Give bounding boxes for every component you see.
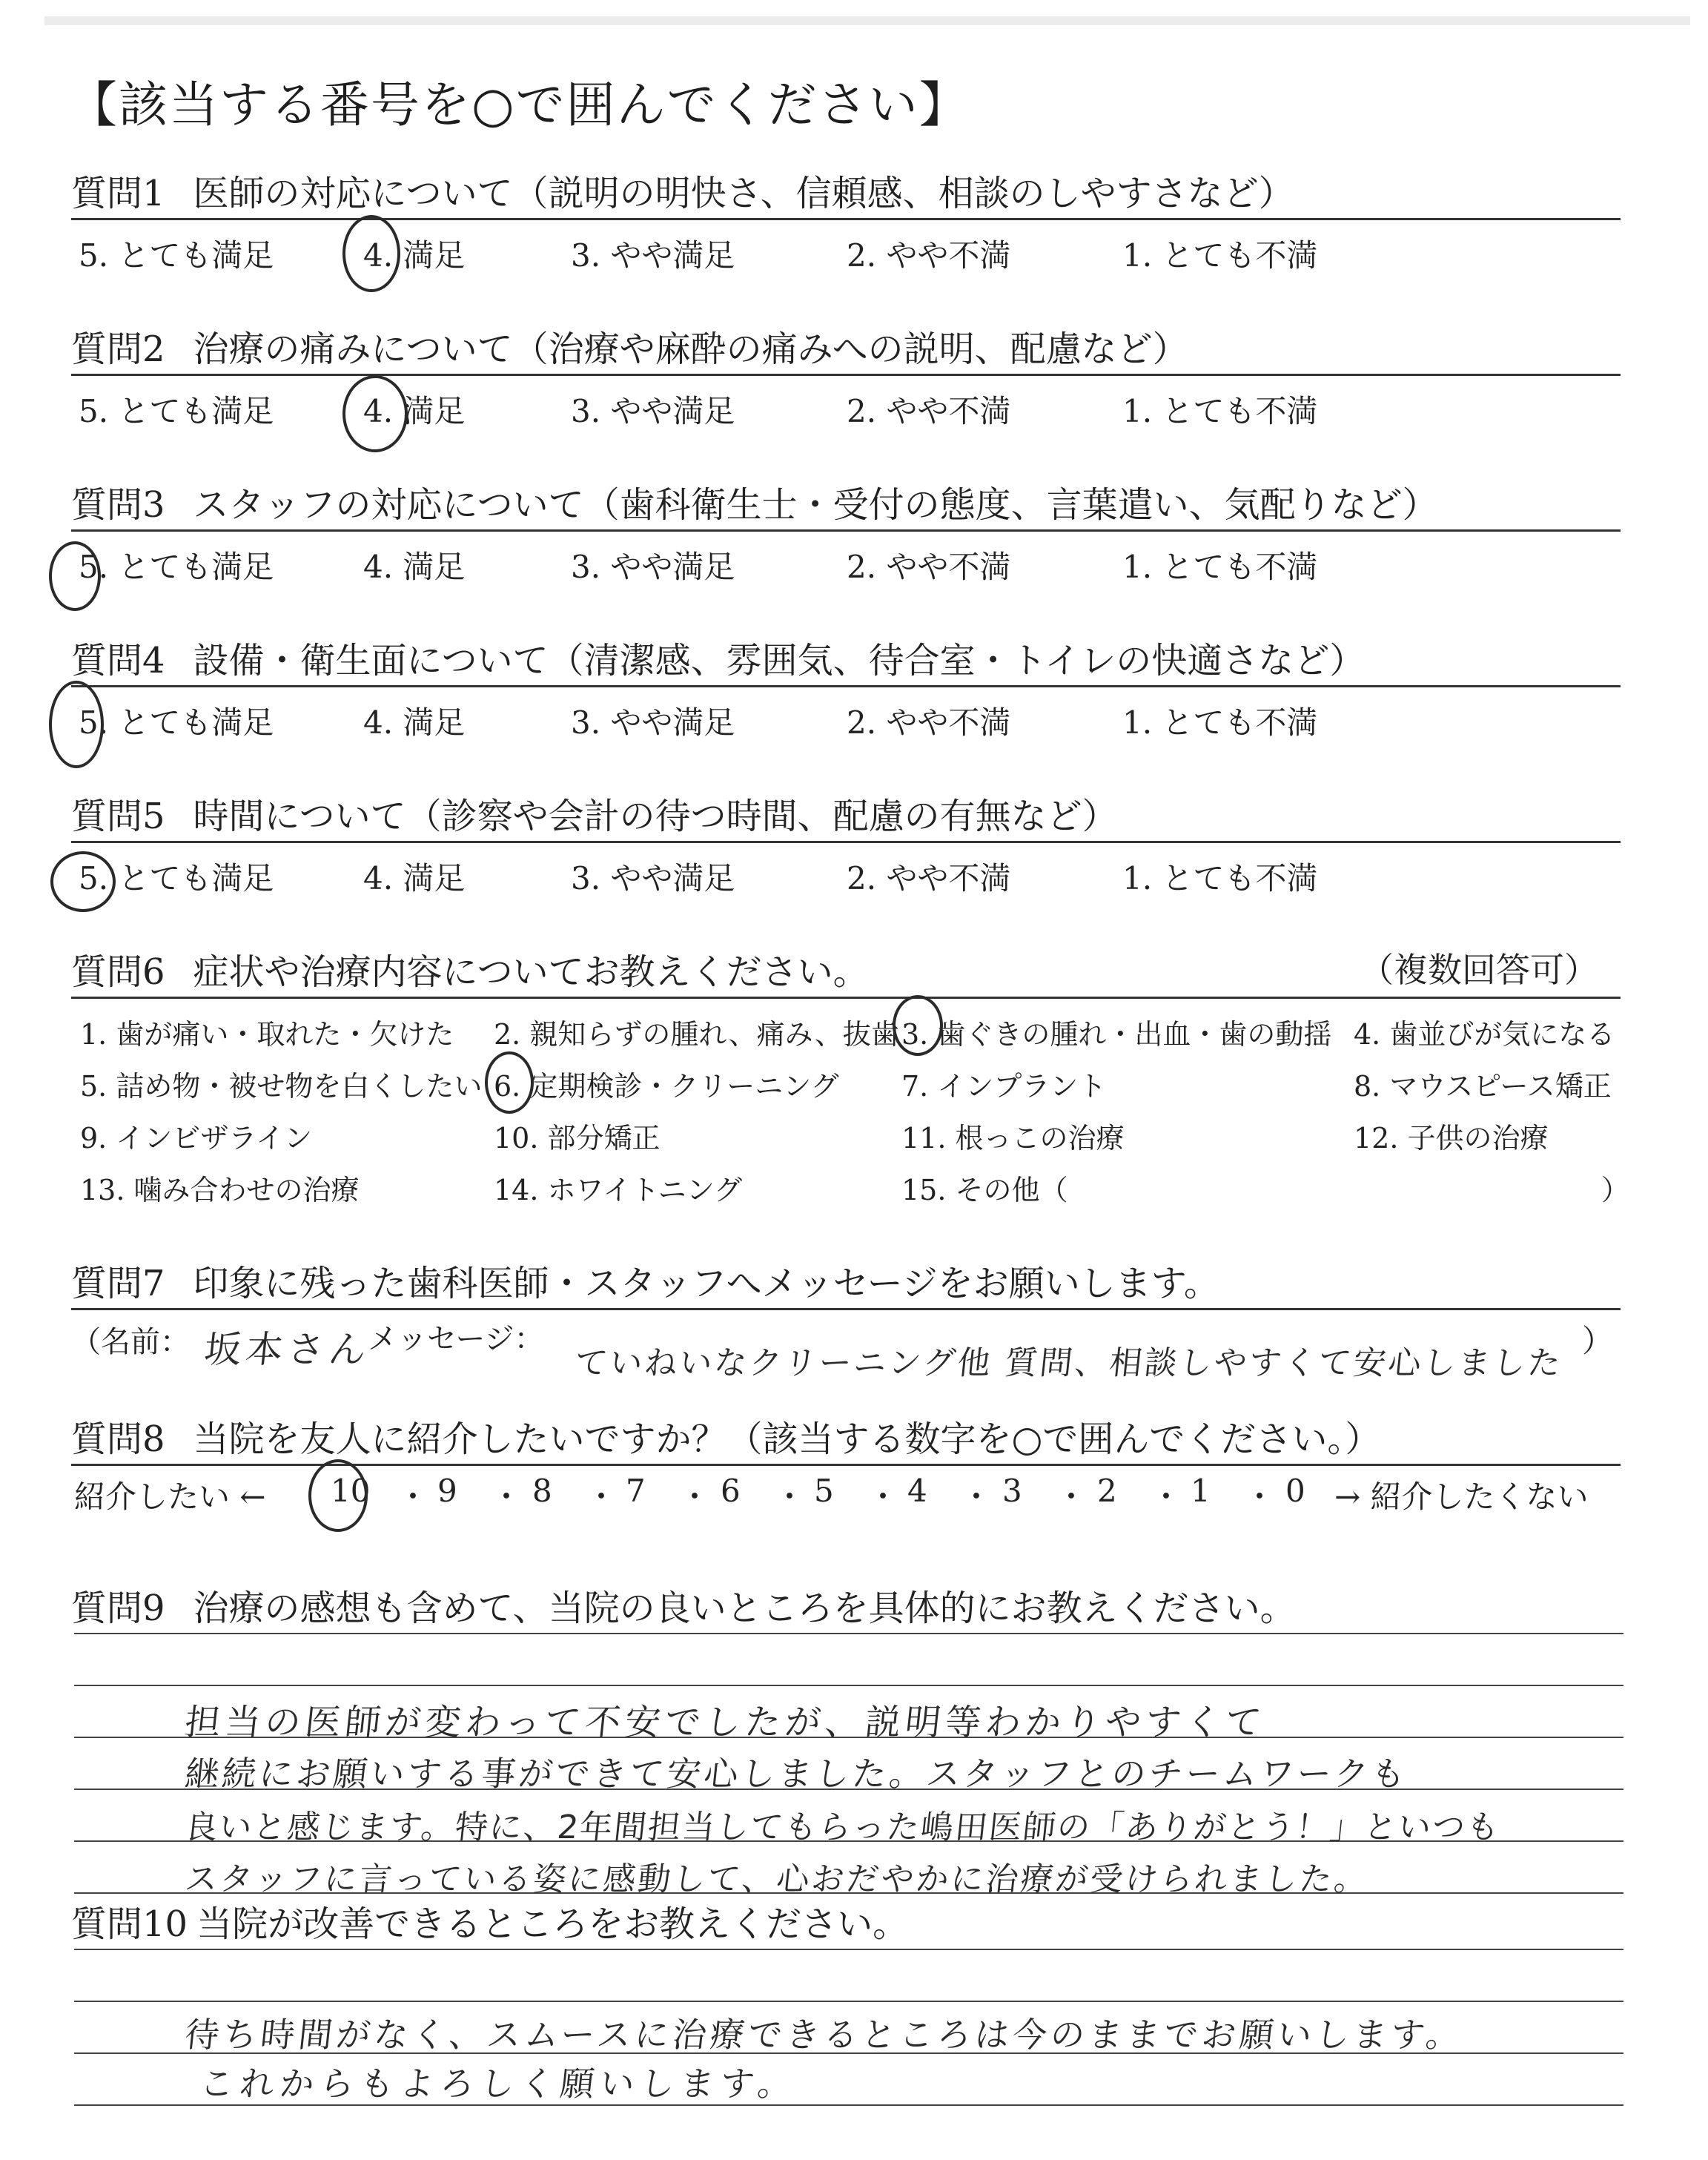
choice-3[interactable]: 3. やや満足 bbox=[571, 860, 735, 896]
selection-circle bbox=[308, 1459, 371, 1532]
scale-0[interactable]: 0 bbox=[1285, 1473, 1305, 1509]
question-text: 症状や治療内容についてお教えください。 bbox=[193, 951, 869, 993]
scale-2[interactable]: 2 bbox=[1097, 1473, 1117, 1509]
message-label: メッセージ： bbox=[368, 1322, 544, 1356]
option-6[interactable]: 6. 定期検診・クリーニング bbox=[494, 1070, 839, 1103]
question-8 bbox=[71, 1410, 1621, 1462]
name-label: （名前： bbox=[71, 1325, 190, 1359]
scale-3[interactable]: 3 bbox=[1002, 1473, 1022, 1509]
answer-rule bbox=[74, 1685, 1623, 1686]
question-7 bbox=[71, 1255, 1621, 1382]
scale-dot: ・ bbox=[491, 1479, 523, 1515]
scale-5[interactable]: 5 bbox=[814, 1473, 834, 1509]
scale-dot: ・ bbox=[397, 1479, 429, 1515]
question-text: 時間について（診察や会計の待つ時間、配慮の有無など） bbox=[193, 796, 1118, 837]
selection-circle bbox=[342, 375, 408, 452]
option-15-close: ） bbox=[1601, 1174, 1630, 1206]
choice-5[interactable]: 5. とても満足 bbox=[79, 237, 274, 274]
choice-3[interactable]: 3. やや満足 bbox=[571, 549, 735, 585]
question-rule bbox=[71, 374, 1621, 376]
scale-dot: ・ bbox=[1244, 1479, 1276, 1515]
question-number: 質問4 bbox=[71, 640, 165, 681]
scale-right-label: → 紹介したくない bbox=[1334, 1479, 1589, 1515]
option-3[interactable]: 3. 歯ぐきの腫れ・出血・歯の動揺 bbox=[901, 1018, 1332, 1051]
option-15[interactable]: 15. その他（ bbox=[901, 1174, 1068, 1206]
answer-rule bbox=[74, 2001, 1623, 2002]
scale-8[interactable]: 8 bbox=[532, 1473, 552, 1509]
scale-dot: ・ bbox=[586, 1479, 618, 1515]
choice-2[interactable]: 2. やや不満 bbox=[847, 237, 1011, 274]
multiple-answer-note: （複数回答可） bbox=[1360, 950, 1598, 990]
question-3 bbox=[71, 476, 1621, 585]
option-4[interactable]: 4. 歯並びが気になる bbox=[1354, 1018, 1615, 1051]
choice-1[interactable]: 1. とても不満 bbox=[1122, 860, 1318, 896]
scale-1[interactable]: 1 bbox=[1191, 1473, 1211, 1509]
scale-dot: ・ bbox=[961, 1479, 993, 1515]
choice-1[interactable]: 1. とても不満 bbox=[1122, 393, 1318, 429]
option-7[interactable]: 7. インプラント bbox=[901, 1070, 1107, 1103]
choice-5[interactable]: 5. とても満足 bbox=[79, 704, 274, 741]
option-11[interactable]: 11. 根っこの治療 bbox=[901, 1122, 1125, 1155]
question-text: 設備・衛生面について（清潔感、雰囲気、待合室・トイレの快適さなど） bbox=[193, 640, 1366, 681]
choice-2[interactable]: 2. やや不満 bbox=[847, 860, 1011, 896]
choice-4[interactable]: 4. 満足 bbox=[363, 704, 466, 741]
question-number: 質問1 bbox=[71, 173, 165, 214]
question-6 bbox=[71, 943, 1630, 1206]
scale-dot: ・ bbox=[1151, 1479, 1182, 1515]
choice-4[interactable]: 4. 満足 bbox=[363, 860, 466, 896]
question-10 bbox=[71, 1895, 1621, 1946]
question-9 bbox=[71, 1579, 1621, 1631]
question-rule bbox=[71, 218, 1621, 220]
question-text: 治療の痛みについて（治療や麻酔の痛みへの説明、配慮など） bbox=[193, 328, 1188, 370]
question-number: 質問8 bbox=[71, 1418, 165, 1460]
question-number: 質問2 bbox=[71, 328, 165, 370]
selection-circle bbox=[49, 681, 104, 768]
option-9[interactable]: 9. インビザライン bbox=[80, 1122, 313, 1155]
choice-3[interactable]: 3. やや満足 bbox=[571, 237, 735, 274]
option-12[interactable]: 12. 子供の治療 bbox=[1354, 1122, 1549, 1155]
option-8[interactable]: 8. マウスピース矯正 bbox=[1354, 1070, 1612, 1103]
selection-circle bbox=[485, 1051, 534, 1114]
choice-4[interactable]: 4. 満足 bbox=[363, 393, 466, 429]
q10-answer-line-1[interactable]: 待ち時間がなく、スムースに治療できるところは今のままでお願いします。 bbox=[182, 2015, 1466, 2055]
question-text: 医師の対応について（説明の明快さ、信頼感、相談のしやすさなど） bbox=[193, 173, 1294, 214]
question-number: 質問7 bbox=[71, 1263, 165, 1304]
option-1[interactable]: 1. 歯が痛い・取れた・欠けた bbox=[80, 1018, 454, 1051]
choice-2[interactable]: 2. やや不満 bbox=[847, 549, 1011, 585]
selection-circle bbox=[893, 995, 943, 1056]
question-5 bbox=[71, 787, 1621, 896]
q9-answer-line-1[interactable]: 担当の医師が変わって不安でしたが、説明等わかりやすくて bbox=[182, 1702, 1268, 1743]
scale-4[interactable]: 4 bbox=[907, 1473, 927, 1509]
question-rule bbox=[71, 1308, 1621, 1310]
choice-3[interactable]: 3. やや満足 bbox=[571, 704, 735, 741]
message-handwritten[interactable]: ていねいなクリーニング他 質問、相談しやすくて安心しました bbox=[572, 1344, 1565, 1382]
question-4 bbox=[71, 632, 1621, 741]
scale-dot: ・ bbox=[774, 1479, 806, 1515]
question-number: 質問5 bbox=[71, 796, 165, 837]
question-number: 質問6 bbox=[71, 951, 165, 993]
choice-1[interactable]: 1. とても不満 bbox=[1122, 549, 1318, 585]
choice-5[interactable]: 5. とても満足 bbox=[79, 860, 274, 896]
choice-1[interactable]: 1. とても不満 bbox=[1122, 237, 1318, 274]
answer-rule bbox=[74, 1949, 1623, 1950]
question-rule bbox=[71, 529, 1621, 532]
option-5[interactable]: 5. 詰め物・被せ物を白くしたい bbox=[80, 1070, 483, 1103]
option-2[interactable]: 2. 親知らずの腫れ、痛み、抜歯 bbox=[494, 1018, 899, 1051]
scale-dot: ・ bbox=[867, 1479, 899, 1515]
form-instruction-header: 【該当する番号を○で囲んでください】 bbox=[68, 76, 970, 133]
selection-circle bbox=[342, 215, 400, 292]
scale-dot: ・ bbox=[679, 1479, 711, 1515]
question-rule bbox=[71, 841, 1621, 843]
choice-4[interactable]: 4. 満足 bbox=[363, 237, 466, 274]
scale-10[interactable]: 10 bbox=[331, 1473, 371, 1509]
question-text: 当院が改善できるところをお教えください。 bbox=[196, 1903, 909, 1945]
scale-7[interactable]: 7 bbox=[626, 1473, 646, 1509]
choice-2[interactable]: 2. やや不満 bbox=[847, 393, 1011, 429]
message-close-paren: ） bbox=[1581, 1323, 1613, 1359]
selection-circle bbox=[49, 541, 101, 611]
question-number: 質問9 bbox=[71, 1588, 165, 1629]
question-number: 質問10 bbox=[71, 1903, 188, 1945]
question-2 bbox=[71, 320, 1621, 429]
scale-left-label: 紹介したい ← bbox=[74, 1479, 266, 1515]
question-number: 質問3 bbox=[71, 484, 165, 526]
option-14[interactable]: 14. ホワイトニング bbox=[494, 1174, 743, 1206]
scale-9[interactable]: 9 bbox=[437, 1473, 457, 1509]
question-rule bbox=[71, 997, 1621, 999]
name-handwritten[interactable]: 坂本さん bbox=[202, 1328, 373, 1371]
choice-5[interactable]: 5. とても満足 bbox=[79, 393, 274, 429]
scale-dot: ・ bbox=[1056, 1479, 1088, 1515]
q9-answer-line-4[interactable]: スタッフに言っている姿に感動して、心おだやかに治療が受けられました。 bbox=[182, 1860, 1371, 1898]
question-text: 印象に残った歯科医師・スタッフへメッセージをお願いします。 bbox=[193, 1263, 1219, 1304]
option-10[interactable]: 10. 部分矯正 bbox=[494, 1122, 661, 1155]
choice-4[interactable]: 4. 満足 bbox=[363, 549, 466, 585]
question-1 bbox=[71, 165, 1621, 274]
scale-6[interactable]: 6 bbox=[721, 1473, 741, 1509]
question-text: 当院を友人に紹介したいですか？（該当する数字を○で囲んでください。） bbox=[193, 1418, 1381, 1460]
option-13[interactable]: 13. 噛み合わせの治療 bbox=[80, 1174, 360, 1206]
q10-answer-line-2[interactable]: これからもよろしく願いします。 bbox=[197, 2064, 800, 2104]
q9-answer-line-2[interactable]: 継続にお願いする事ができて安心しました。スタッフとのチームワークも bbox=[182, 1754, 1411, 1794]
question-text: 治療の感想も含めて、当院の良いところを具体的にお教えください。 bbox=[193, 1588, 1296, 1629]
answer-rule bbox=[74, 1633, 1623, 1634]
choice-5[interactable]: 5. とても満足 bbox=[79, 549, 274, 585]
choice-2[interactable]: 2. やや不満 bbox=[847, 704, 1011, 741]
question-text: スタッフの対応について（歯科衛生士・受付の態度、言葉遣い、気配りなど） bbox=[193, 484, 1438, 526]
choice-1[interactable]: 1. とても不満 bbox=[1122, 704, 1318, 741]
scan-top-band bbox=[44, 16, 1690, 25]
q9-answer-line-3[interactable]: 良いと感じます。特に、2年間担当してもらった嶋田医師の「ありがとう！」といつも bbox=[182, 1809, 1503, 1846]
question-rule bbox=[71, 685, 1621, 687]
selection-circle bbox=[50, 851, 116, 912]
choice-3[interactable]: 3. やや満足 bbox=[571, 393, 735, 429]
question-rule bbox=[71, 1464, 1621, 1466]
